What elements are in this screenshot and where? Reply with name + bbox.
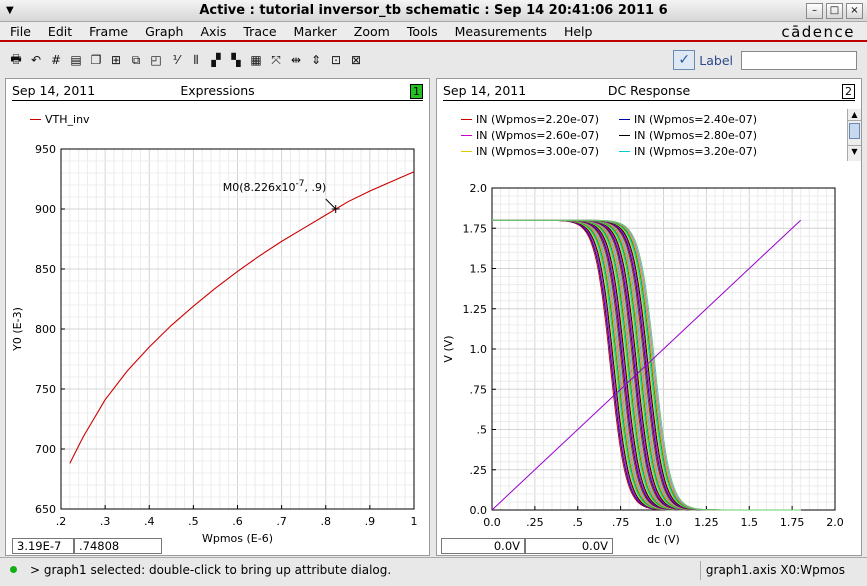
y-tick-label: 900 [35,203,56,216]
x-tick-label: 1.75 [779,516,805,529]
zoom-x-icon[interactable]: ⇹ [290,53,302,67]
legend-label: IN (Wpmos=2.40e-07) [634,113,758,126]
undo-icon[interactable]: ↶ [30,53,42,67]
menu-tools[interactable]: Tools [406,23,438,39]
x-tick-label: 1 [410,515,418,528]
y-tick-label: 950 [35,143,56,156]
y-axis-label: V (V) [442,335,455,363]
graph-pane-1[interactable] [5,78,430,556]
print-icon[interactable]: 🖶 [10,51,22,66]
x-tick-label: 1.25 [694,516,719,529]
x-tick-label: .75 [611,516,630,529]
x-tick-label: .6 [232,515,243,528]
x-tick-label: 1.0 [654,516,673,529]
window-controls [806,3,863,19]
x-tick-label: .9 [364,515,376,528]
y-tick-label: 850 [35,263,56,276]
marker-label: $M0(8.226x10^{-7}$, .9) [222,179,327,194]
cadence-logo: cādence [781,23,855,41]
x-tick-label: .5 [188,515,199,528]
calculator-icon[interactable]: ▦ [250,53,262,67]
close-button[interactable]: × [846,3,863,19]
legend-label: IN (Wpmos=2.80e-07) [634,129,758,142]
x-tick-label: 0.0 [483,516,501,529]
x-tick-label: .4 [144,515,155,528]
menu-graph[interactable]: Graph [145,23,184,39]
status-axis-info: graph1.axis X0:Wpmos [705,563,845,577]
y-tick-label: 750 [35,383,56,396]
x-axis-label: dc (V) [647,533,680,546]
marker-icon[interactable]: ▚ [231,53,241,67]
label-caption: Label [699,52,733,68]
menu-frame[interactable]: Frame [89,23,129,39]
legend-label: IN (Wpmos=3.00e-07) [476,145,600,158]
x-tick-label: .2 [55,515,67,528]
window-title: Active : tutorial inversor_tb schematic : Sep 14 20:41:06 2011 6 [199,3,668,18]
pane-date: Sep 14, 2011 [443,83,527,98]
expressions-chart[interactable] [6,79,429,555]
menu-trace[interactable]: Trace [243,23,277,39]
scroll-down-icon[interactable]: ▼ [848,145,861,157]
y-tick-label: .25 [469,463,487,477]
legend-label: IN (Wpmos=2.60e-07) [476,129,600,142]
trace-icon[interactable]: ▞ [211,53,221,67]
x-axis-label: Wpmos (E-6) [201,532,274,545]
menu-help[interactable]: Help [563,23,593,39]
readout-x: 3.19E-7 [12,538,74,554]
readout-x: 0.0V [441,538,525,554]
y-tick-label: 650 [35,503,56,516]
pane-title: Expressions [180,83,255,98]
sub-window-icon[interactable]: ◰ [150,53,162,67]
menu-measurements[interactable]: Measurements [454,23,547,39]
y-tick-label: 700 [35,443,56,456]
label-checkbox[interactable]: ✓ [673,50,695,70]
pane-title: DC Response [607,83,691,98]
y-tick-label: 0.0 [469,504,487,517]
menu-bar [0,22,867,42]
y-tick-label: 1.75 [462,222,487,236]
series-line-vth-inv [70,172,414,464]
x-tick-label: .8 [320,515,331,528]
readout-y: .74808 [74,538,162,554]
status-led-icon [10,566,17,573]
x-tick-label: 2.0 [826,516,844,529]
y-tick-label: 1.5 [469,262,487,276]
graph-pane-2[interactable] [436,78,862,556]
minimize-button[interactable]: – [806,3,823,19]
y-tick-label: .5 [476,423,487,437]
zoom-y-icon[interactable]: ⇕ [310,53,322,67]
layout-icon[interactable]: ⊞ [110,53,122,67]
scroll-up-icon[interactable]: ▲ [848,109,861,121]
status-message: > graph1 selected: double-click to bring up attribute dialog. [30,563,392,577]
menu-zoom[interactable]: Zoom [353,23,390,39]
zoom-box-icon[interactable]: ⊡ [330,53,342,67]
maximize-button[interactable]: □ [826,3,843,19]
y-tick-label: 1.0 [469,343,487,356]
label-input[interactable] [741,51,857,70]
x-tick-label: .3 [99,515,111,528]
zoom-fit-icon[interactable]: ⤧ [271,52,281,67]
dc-response-chart[interactable] [437,79,861,555]
x-tick-label: .25 [526,516,544,529]
bars-icon[interactable]: ⦀ [193,52,199,67]
y-tick-label: 1.25 [462,302,487,316]
y-axis-label: Y0 (E-3) [11,307,24,351]
menu-marker[interactable]: Marker [293,23,337,39]
strip-icon[interactable]: ▤ [70,53,82,67]
label-control [673,50,857,70]
x-tick-label: 1.5 [740,516,758,529]
x-tick-label: .7 [276,515,287,528]
legend-label: IN (Wpmos=2.20e-07) [476,113,600,126]
legend-label: VTH_inv [45,113,90,126]
copy-icon[interactable]: ⧉ [131,52,141,67]
legend-label: IN (Wpmos=3.20e-07) [634,145,758,158]
status-separator [700,561,701,580]
menu-file[interactable]: File [10,23,31,39]
pane-number[interactable]: 1 [410,84,423,99]
y-tick-label: 2.0 [469,182,487,195]
window-titlebar [0,0,867,22]
x-tick-label: .5 [572,516,583,529]
zoom-out-icon[interactable]: ⊠ [350,53,362,67]
menu-axis[interactable]: Axis [200,23,227,39]
pane-number[interactable]: 2 [842,84,855,99]
menu-edit[interactable]: Edit [47,23,73,39]
pane-date: Sep 14, 2011 [12,83,96,98]
status-bar [0,557,867,582]
readout-y: 0.0V [525,538,613,554]
window-menu-icon[interactable]: ▼ [6,5,14,16]
axis-icon[interactable]: ⅟ [172,53,180,67]
y-tick-label: 800 [35,323,56,336]
grid-icon[interactable]: # [50,53,62,67]
new-window-icon[interactable]: ❐ [90,53,102,67]
y-tick-label: .75 [469,383,487,397]
